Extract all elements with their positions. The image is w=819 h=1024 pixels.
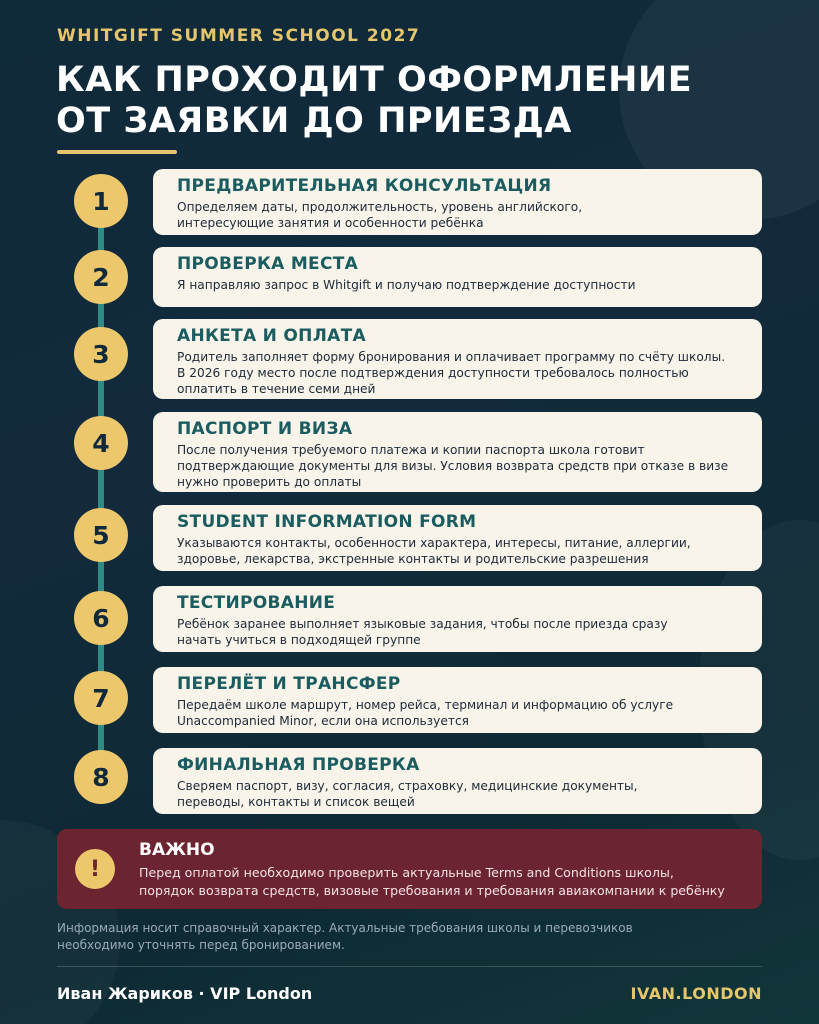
title-underline — [57, 150, 177, 154]
step-card-6 — [153, 586, 762, 652]
exclamation-icon: ! — [75, 849, 115, 889]
step-title: ПРОВЕРКА МЕСТА — [177, 254, 359, 274]
step-description: Родитель заполняет форму бронирования и оплачивает программу по счёту школы. В 2026 году место после подтверждения доступности требовалось полностью оплатить в течение семи дней — [177, 350, 726, 396]
step-number-6: 6 — [74, 591, 128, 645]
step-number-8: 8 — [74, 750, 128, 804]
step-card-4 — [153, 412, 762, 492]
page-title — [56, 60, 692, 142]
step-title: STUDENT INFORMATION FORM — [177, 512, 477, 532]
important-notice — [57, 829, 762, 909]
footer-divider — [57, 966, 762, 967]
step-description: Указываются контакты, особенности характера, интересы, питание, аллергии, здоровье, лекарства, экстренные контакты и родительские разрешения — [177, 536, 691, 566]
step-number-5: 5 — [74, 508, 128, 562]
step-title: ПРЕДВАРИТЕЛЬНАЯ КОНСУЛЬТАЦИЯ — [177, 176, 552, 196]
step-title: ПЕРЕЛЁТ И ТРАНСФЕР — [177, 674, 401, 694]
step-number-4: 4 — [74, 416, 128, 470]
step-description: Я направляю запрос в Whitgift и получаю подтверждение доступности — [177, 278, 636, 292]
footer-author: Иван Жариков · VIP London — [57, 984, 313, 1003]
step-description: После получения требуемого платежа и копии паспорта школа готовит подтверждающие документы для визы. Условия возврата средств при отказе в визе нужно проверить до оплаты — [177, 443, 729, 489]
step-description: Ребёнок заранее выполняет языковые задания, чтобы после приезда сразу начать учиться в подходящей группе — [177, 617, 668, 647]
header-kicker: WHITGIFT SUMMER SCHOOL 2027 — [57, 26, 421, 46]
important-text: Перед оплатой необходимо проверить актуальные Terms and Conditions школы, порядок возврата средств, визовые требования и требования авиакомпании к ребёнку — [139, 865, 725, 898]
step-number-2: 2 — [74, 250, 128, 304]
step-description: Сверяем паспорт, визу, согласия, страховку, медицинские документы, переводы, контакты и список вещей — [177, 779, 638, 809]
step-card-3 — [153, 319, 762, 399]
important-title: ВАЖНО — [139, 840, 215, 860]
step-number-3: 3 — [74, 327, 128, 381]
step-description: Определяем даты, продолжительность, уровень английского, интересующие занятия и особенности ребёнка — [177, 200, 583, 230]
step-number-1: 1 — [74, 174, 128, 228]
step-title: ФИНАЛЬНАЯ ПРОВЕРКА — [177, 755, 420, 775]
page-title-line-2: ОТ ЗАЯВКИ ДО ПРИЕЗДА — [56, 101, 572, 141]
step-description: Передаём школе маршрут, номер рейса, терминал и информацию об услуге Unaccompanied Minor, если она используется — [177, 698, 674, 728]
step-title: ТЕСТИРОВАНИЕ — [177, 593, 336, 613]
step-card-5 — [153, 505, 762, 571]
disclaimer-text: Информация носит справочный характер. Актуальные требования школы и перевозчиков необходимо уточнять перед бронированием. — [57, 921, 633, 952]
step-card-8 — [153, 748, 762, 814]
step-card-7 — [153, 667, 762, 733]
step-card-2 — [153, 247, 762, 307]
footer-site-link[interactable]: IVAN.LONDON — [630, 984, 762, 1003]
step-title: ПАСПОРТ И ВИЗА — [177, 419, 353, 439]
step-card-1 — [153, 169, 762, 235]
page-title-line-1: КАК ПРОХОДИТ ОФОРМЛЕНИЕ — [56, 60, 693, 100]
step-number-7: 7 — [74, 671, 128, 725]
step-title: АНКЕТА И ОПЛАТА — [177, 326, 366, 346]
